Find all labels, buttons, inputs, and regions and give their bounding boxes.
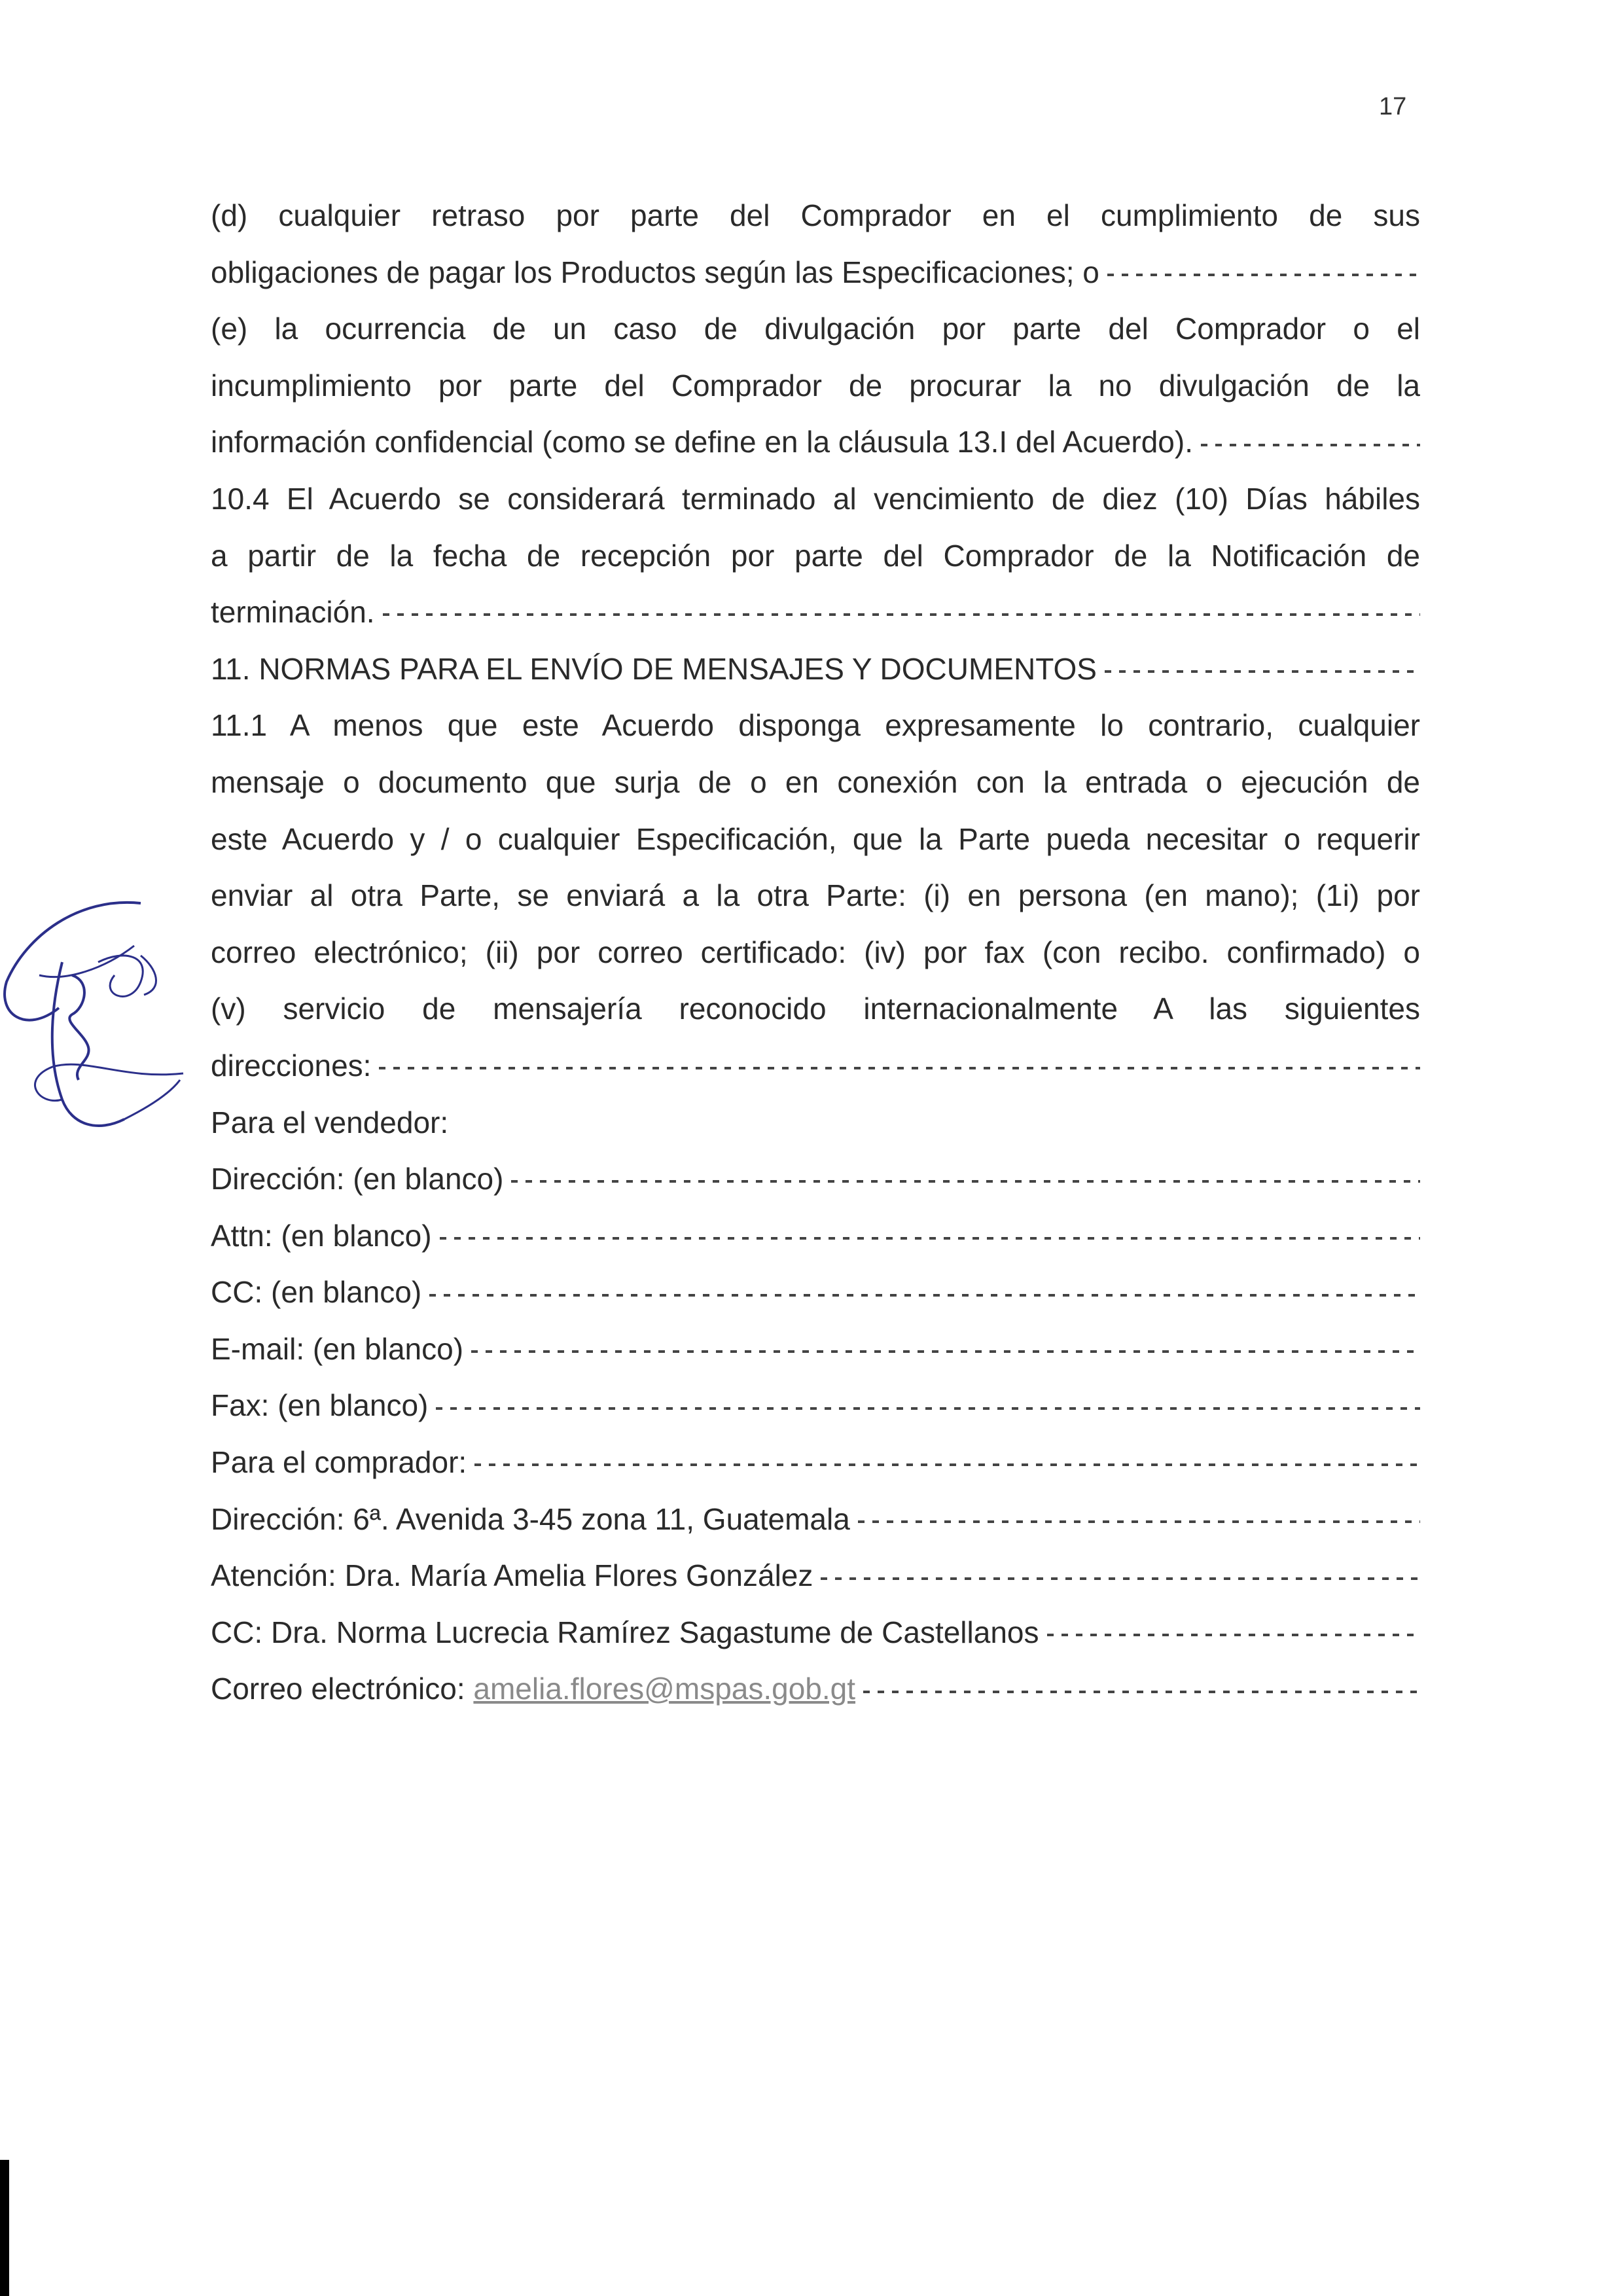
text-line xyxy=(211,697,1420,754)
line-text: obligaciones de pagar los Productos según las Especificaciones; o xyxy=(211,255,1099,289)
line-text: terminación. xyxy=(211,595,375,630)
dash-leader xyxy=(429,1294,1420,1297)
text-line xyxy=(211,584,1420,641)
scan-edge-bar xyxy=(0,2160,9,2296)
line-text: (v) servicio de mensajería reconocido internacionalmente A las siguientes xyxy=(211,992,1420,1026)
text-line xyxy=(211,1604,1420,1661)
text-line xyxy=(211,754,1420,811)
dash-leader xyxy=(383,613,1420,616)
line-text: Dirección: 6ª. Avenida 3-45 zona 11, Guatemala xyxy=(211,1501,850,1536)
text-line xyxy=(211,1547,1420,1604)
dash-leader xyxy=(858,1520,1420,1523)
line-text: Attn: (en blanco) xyxy=(211,1218,432,1253)
line-text: CC: Dra. Norma Lucrecia Ramírez Sagastume de Castellanos xyxy=(211,1615,1039,1649)
line-text: E-mail: (en blanco) xyxy=(211,1331,464,1366)
dash-leader xyxy=(440,1237,1420,1240)
line-text: 11.1 A menos que este Acuerdo disponga expresamente lo contrario, cualquier xyxy=(211,708,1420,743)
line-text: información confidencial (como se define en la cláusula 13.I del Acuerdo). xyxy=(211,425,1193,459)
text-line xyxy=(211,1264,1420,1321)
line-text: enviar al otra Parte, se enviará a la otra Parte: (i) en persona (en mano); (1i) por xyxy=(211,878,1420,913)
text-line xyxy=(211,1491,1420,1548)
text-line xyxy=(211,924,1420,981)
page-number: 17 xyxy=(1379,93,1407,120)
dash-leader xyxy=(1047,1634,1421,1636)
email-label: Correo electrónico: xyxy=(211,1672,465,1706)
text-line xyxy=(211,641,1420,698)
line-text: Para el vendedor: xyxy=(211,1105,449,1139)
dash-leader xyxy=(379,1067,1420,1069)
dash-leader xyxy=(436,1407,1420,1410)
dash-leader xyxy=(471,1350,1420,1353)
line-text: (d) cualquier retraso por parte del Comprador en el cumplimiento de sus xyxy=(211,198,1420,232)
text-line xyxy=(211,471,1420,528)
line-text: incumplimiento por parte del Comprador de procurar la no divulgación de la xyxy=(211,368,1420,403)
dash-leader xyxy=(1201,444,1420,446)
text-line xyxy=(211,300,1420,357)
dash-leader xyxy=(863,1691,1420,1693)
text-line xyxy=(211,980,1420,1037)
text-line xyxy=(211,1208,1420,1265)
text-line xyxy=(211,1037,1420,1094)
spacer xyxy=(465,1660,474,1717)
line-text: este Acuerdo y / o cualquier Especificación, que la Parte pueda necesitar o requerir xyxy=(211,821,1420,856)
text-line xyxy=(211,811,1420,868)
handwritten-signature xyxy=(0,884,190,1158)
line-text: Fax: (en blanco) xyxy=(211,1388,429,1423)
line-text: Para el comprador: xyxy=(211,1445,467,1480)
text-line xyxy=(211,867,1420,924)
email-line xyxy=(211,1660,1420,1717)
document-body xyxy=(211,187,1420,1717)
line-text: a partir de la fecha de recepción por parte del Comprador de la Notificación de xyxy=(211,538,1420,573)
line-text: direcciones: xyxy=(211,1048,372,1083)
text-line xyxy=(211,1434,1420,1491)
line-text: Atención: Dra. María Amelia Flores González xyxy=(211,1558,813,1593)
text-line xyxy=(211,414,1420,471)
text-line xyxy=(211,1151,1420,1208)
text-line xyxy=(211,357,1420,414)
dash-leader xyxy=(474,1463,1420,1466)
line-text: (e) la ocurrencia de un caso de divulgación por parte del Comprador o el xyxy=(211,312,1420,346)
text-line xyxy=(211,1377,1420,1434)
dash-leader xyxy=(1107,274,1420,276)
dash-leader xyxy=(1105,670,1420,673)
line-text: Dirección: (en blanco) xyxy=(211,1162,504,1196)
line-text: correo electrónico; (ii) por correo certificado: (iv) por fax (con recibo. confirmado) o xyxy=(211,935,1420,969)
text-line xyxy=(211,528,1420,584)
text-line xyxy=(211,1321,1420,1378)
line-text: 11. NORMAS PARA EL ENVÍO DE MENSAJES Y DOCUMENTOS xyxy=(211,651,1097,686)
dash-leader xyxy=(511,1180,1420,1183)
text-line xyxy=(211,244,1420,301)
dash-leader xyxy=(821,1577,1420,1580)
email-address-link[interactable]: amelia.flores@mspas.gob.gt xyxy=(473,1672,856,1706)
line-text: mensaje o documento que surja de o en conexión con la entrada o ejecución de xyxy=(211,764,1420,799)
text-line xyxy=(211,1094,1420,1151)
line-text: 10.4 El Acuerdo se considerará terminado al vencimiento de diez (10) Días hábiles xyxy=(211,481,1420,516)
line-text: CC: (en blanco) xyxy=(211,1275,422,1310)
text-line xyxy=(211,187,1420,244)
